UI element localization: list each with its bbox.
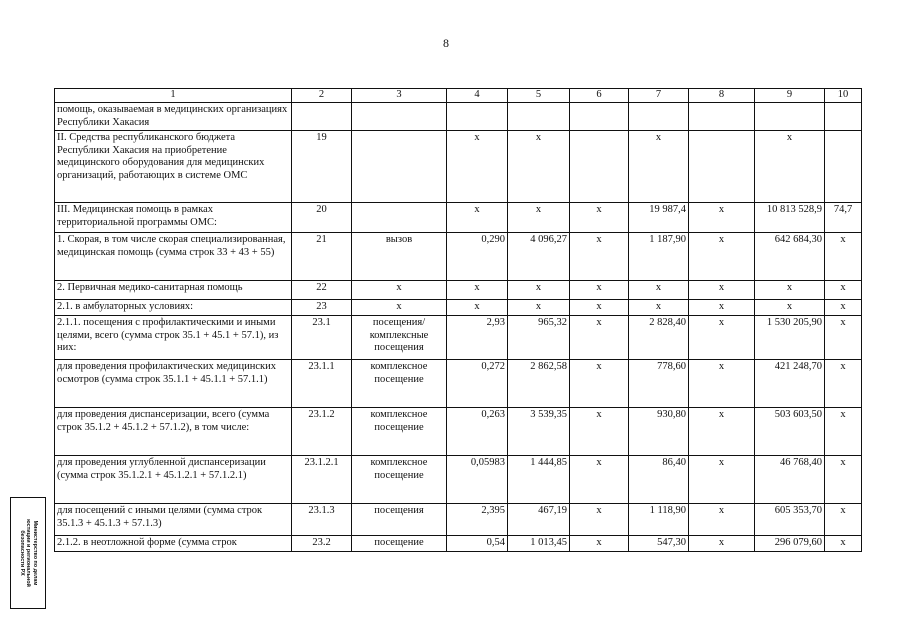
table-cell: 642 684,30 (755, 233, 825, 281)
table-cell: x (570, 456, 629, 504)
table-cell: x (629, 131, 689, 203)
table-cell: 2. Первичная медико-санитарная помощь (55, 281, 292, 300)
table-cell: x (629, 281, 689, 300)
table-cell: 19 (292, 131, 352, 203)
table-cell: x (689, 536, 755, 552)
table-cell: x (755, 131, 825, 203)
table-cell: x (570, 203, 629, 233)
table-row (55, 536, 862, 552)
table-row (55, 300, 862, 316)
table-row (55, 316, 862, 360)
table-cell (508, 103, 570, 131)
table-cell: 421 248,70 (755, 360, 825, 408)
stamp-line: Министерство по делам (31, 520, 38, 586)
table-cell: 23.1.2 (292, 408, 352, 456)
table-cell: 2.1. в амбулаторных условиях: (55, 300, 292, 316)
table-cell (352, 103, 447, 131)
table-cell: 1 118,90 (629, 504, 689, 536)
table-cell: x (570, 300, 629, 316)
table-row (55, 103, 862, 131)
table-cell: x (825, 360, 862, 408)
column-header-5: 5 (508, 89, 570, 103)
table-cell: 46 768,40 (755, 456, 825, 504)
table-cell: 22 (292, 281, 352, 300)
table-cell: 23.2 (292, 536, 352, 552)
column-header-4: 4 (447, 89, 508, 103)
table-cell: x (447, 281, 508, 300)
column-header-6: 6 (570, 89, 629, 103)
table-cell: вызов (352, 233, 447, 281)
table-cell: для проведения углубленной диспансеризации (сумма строк 35.1.2.1 + 45.1.2.1 + 57.1.2.1) (55, 456, 292, 504)
registration-stamp (10, 497, 46, 609)
table-cell: x (825, 281, 862, 300)
data-table (54, 88, 862, 552)
table-cell (689, 103, 755, 131)
column-header-3: 3 (352, 89, 447, 103)
table-cell (755, 103, 825, 131)
table-cell: x (689, 316, 755, 360)
table-cell (352, 203, 447, 233)
table-cell: 3 539,35 (508, 408, 570, 456)
table-cell: x (825, 456, 862, 504)
table-cell: 0,05983 (447, 456, 508, 504)
table-row (55, 233, 862, 281)
table-row (55, 504, 862, 536)
table-cell: 23.1.2.1 (292, 456, 352, 504)
table-cell: 1 013,45 (508, 536, 570, 552)
table-cell: 1 187,90 (629, 233, 689, 281)
stamp-line: безопасности РХ (18, 530, 25, 576)
table-header-row (55, 89, 862, 103)
table-row (55, 456, 862, 504)
table-cell: x (352, 281, 447, 300)
column-header-9: 9 (755, 89, 825, 103)
table-row (55, 131, 862, 203)
table-cell: x (570, 360, 629, 408)
table-cell: 0,290 (447, 233, 508, 281)
table-cell: x (689, 281, 755, 300)
column-header-2: 2 (292, 89, 352, 103)
table-cell (689, 131, 755, 203)
table-cell: x (689, 203, 755, 233)
table-cell: 547,30 (629, 536, 689, 552)
table-cell: 23.1 (292, 316, 352, 360)
table-cell: x (570, 536, 629, 552)
column-header-10: 10 (825, 89, 862, 103)
table-cell: 2,93 (447, 316, 508, 360)
table-cell: 23.1.3 (292, 504, 352, 536)
table-cell: x (508, 131, 570, 203)
table-cell: для проведения профилактических медицинских осмотров (сумма строк 35.1.1 + 45.1.1 + 57.1.1) (55, 360, 292, 408)
table-cell (825, 131, 862, 203)
page-number: 8 (443, 36, 449, 50)
table-cell: для проведения диспансеризации, всего (сумма строк 35.1.2 + 45.1.2 + 57.1.2), в том числе: (55, 408, 292, 456)
table-cell (570, 103, 629, 131)
table-cell (447, 103, 508, 131)
column-header-7: 7 (629, 89, 689, 103)
table-cell: посещения/ комплексные посещения (352, 316, 447, 360)
table-cell: x (570, 408, 629, 456)
table-cell: 2,395 (447, 504, 508, 536)
table-cell: помощь, оказываемая в медицинских организациях Республики Хакасия (55, 103, 292, 131)
table-cell: x (689, 360, 755, 408)
table-cell: x (689, 456, 755, 504)
table-cell: x (825, 536, 862, 552)
table-cell: 503 603,50 (755, 408, 825, 456)
table-cell: 10 813 528,9 (755, 203, 825, 233)
table-cell: x (570, 316, 629, 360)
table-cell: x (508, 300, 570, 316)
table-cell: x (689, 504, 755, 536)
table-cell: 605 353,70 (755, 504, 825, 536)
table-cell (570, 131, 629, 203)
table-cell: 467,19 (508, 504, 570, 536)
column-header-1: 1 (55, 89, 292, 103)
table-cell: 930,80 (629, 408, 689, 456)
table-cell: 20 (292, 203, 352, 233)
table-cell (292, 103, 352, 131)
table-cell (629, 103, 689, 131)
table-row (55, 281, 862, 300)
table-cell: x (570, 233, 629, 281)
table-cell: II. Средства республиканского бюджета Республики Хакасия на приобретение медицинского оборудования для медицинских организаций, работающих в системе ОМС (55, 131, 292, 203)
table-cell: 0,54 (447, 536, 508, 552)
table-cell: x (629, 300, 689, 316)
table-cell: x (825, 300, 862, 316)
table-row (55, 203, 862, 233)
table-cell: комплексное посещение (352, 456, 447, 504)
table-cell: x (825, 504, 862, 536)
table-cell: x (689, 300, 755, 316)
table-cell (352, 131, 447, 203)
table-cell: 1 444,85 (508, 456, 570, 504)
table-cell: 21 (292, 233, 352, 281)
table-cell: x (825, 233, 862, 281)
table-cell: 0,272 (447, 360, 508, 408)
table-cell: x (755, 300, 825, 316)
table-cell: x (825, 316, 862, 360)
table-cell: x (755, 281, 825, 300)
table-row (55, 408, 862, 456)
table-cell: x (570, 281, 629, 300)
table-cell: 23 (292, 300, 352, 316)
table-cell: 23.1.1 (292, 360, 352, 408)
table-cell: x (447, 131, 508, 203)
table-cell: комплексное посещение (352, 360, 447, 408)
table-cell: x (508, 203, 570, 233)
stamp-line: юстиции и региональной (25, 519, 32, 587)
table-cell: 74,7 (825, 203, 862, 233)
table-cell: 86,40 (629, 456, 689, 504)
table-cell: x (689, 233, 755, 281)
table-cell: 296 079,60 (755, 536, 825, 552)
table-cell: x (352, 300, 447, 316)
table-cell: x (825, 408, 862, 456)
table-cell: 2 862,58 (508, 360, 570, 408)
table-cell (825, 103, 862, 131)
table-cell: 4 096,27 (508, 233, 570, 281)
table-cell: посещение (352, 536, 447, 552)
table-cell: x (508, 281, 570, 300)
table-cell: для посещений с иными целями (сумма строк 35.1.3 + 45.1.3 + 57.1.3) (55, 504, 292, 536)
table-cell: комплексное посещение (352, 408, 447, 456)
table-cell: 2.1.2. в неотложной форме (сумма строк (55, 536, 292, 552)
table-cell: 965,32 (508, 316, 570, 360)
table-cell: III. Медицинская помощь в рамках территориальной программы ОМС: (55, 203, 292, 233)
table-cell: 1 530 205,90 (755, 316, 825, 360)
table-cell: x (447, 203, 508, 233)
table-cell: x (447, 300, 508, 316)
table-row (55, 360, 862, 408)
table-cell: x (570, 504, 629, 536)
table-cell: x (689, 408, 755, 456)
table-cell: 778,60 (629, 360, 689, 408)
table-cell: 1. Скорая, в том числе скорая специализированная, медицинская помощь (сумма строк 33 + 43 + 55) (55, 233, 292, 281)
table-cell: 2.1.1. посещения с профилактическими и иными целями, всего (сумма строк 35.1 + 45.1 + 57.1), из них: (55, 316, 292, 360)
table-cell: посещения (352, 504, 447, 536)
column-header-8: 8 (689, 89, 755, 103)
table-cell: 0,263 (447, 408, 508, 456)
table-cell: 19 987,4 (629, 203, 689, 233)
table-cell: 2 828,40 (629, 316, 689, 360)
